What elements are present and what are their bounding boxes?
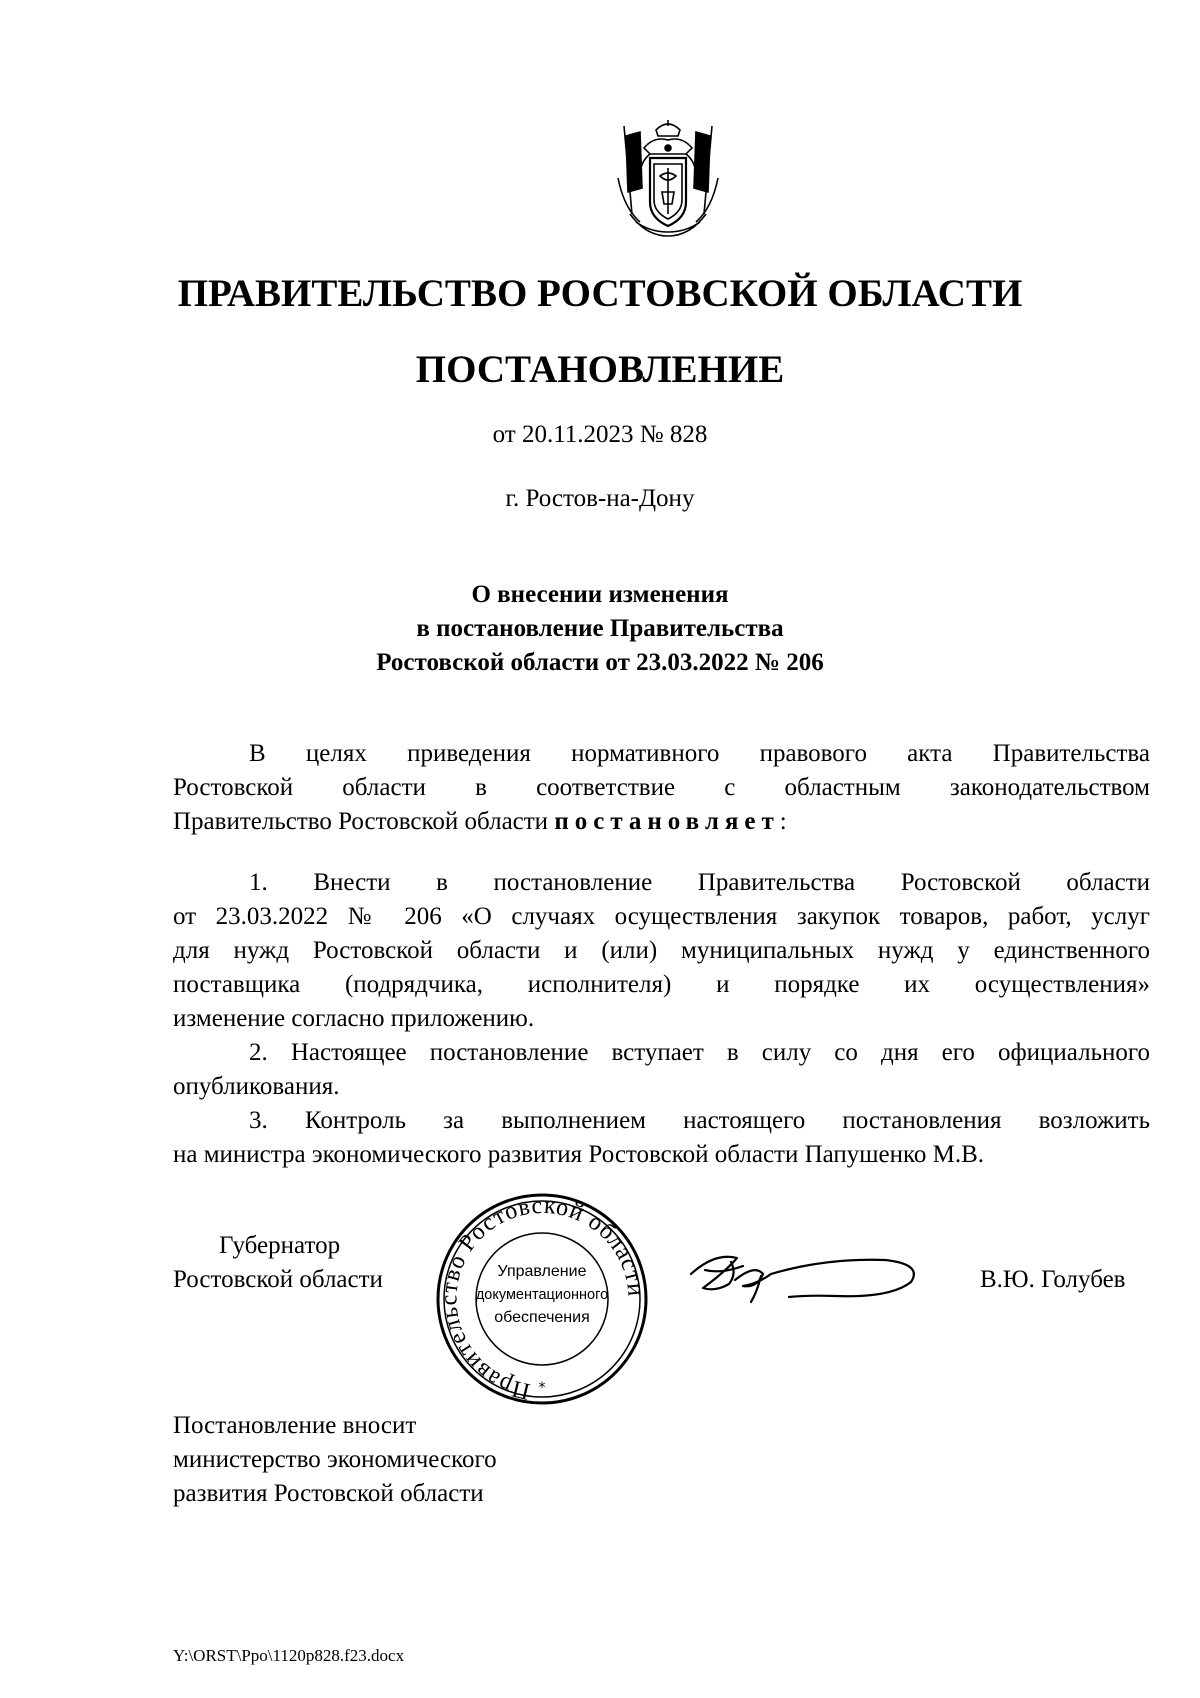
document-number-date: от 20.11.2023 № 828 — [492, 421, 708, 448]
signer-position — [173, 1229, 383, 1297]
seal-center-line: документационного — [475, 1287, 609, 1303]
signer-name: В.Ю. Голубев — [980, 1266, 1126, 1293]
subject-line: в постановление Правительства — [416, 615, 784, 642]
handwritten-signature — [685, 1244, 925, 1316]
signer-position-line: Губернатор — [219, 1232, 341, 1259]
point-2-line: опубликования. — [173, 1073, 340, 1100]
submitter-block — [173, 1409, 497, 1511]
government-title: ПРАВИТЕЛЬСТВО РОСТОВСКОЙ ОБЛАСТИ — [177, 272, 1023, 315]
preamble-text: Правительство Ростовской области — [173, 808, 555, 835]
point-1-line: от 23.03.2022 № 206 «О случаях осуществления закупок товаров, работ, услуг — [173, 903, 1150, 930]
resolves-emphasis: постановляет — [554, 808, 780, 835]
preamble-line: В целях приведения нормативного правового акта Правительства — [249, 740, 1150, 767]
point-1-line: 1. Внести в постановление Правительства Ростовской области — [249, 869, 1150, 896]
point-1-line: поставщика (подрядчика, исполнителя) и порядке их осуществления» — [173, 971, 1150, 998]
subject-line: Ростовской области от 23.03.2022 № 206 — [376, 649, 824, 676]
document-city: г. Ростов-на-Дону — [505, 485, 695, 512]
seal-ring-text: Правительство Ростовской области — [436, 1192, 649, 1405]
file-path-footer: Y:\ORST\Ppo\1120p828.f23.docx — [173, 1646, 405, 1665]
svg-text:*: * — [538, 1380, 546, 1396]
point-3-line: на министра экономического развития Ростовской области Папушенко М.В. — [173, 1141, 985, 1168]
preamble-colon: : — [779, 808, 787, 835]
preamble-line — [173, 805, 1150, 839]
document-subject — [0, 578, 1200, 680]
subject-line: О внесении изменения — [471, 581, 729, 608]
resolution-points — [173, 866, 1150, 1172]
submitter-line: Постановление вносит — [173, 1412, 417, 1439]
signer-position-line: Ростовской области — [173, 1266, 383, 1293]
coat-of-arms-icon — [610, 118, 726, 242]
seal-center-line: обеспечения — [494, 1309, 590, 1326]
document-type-title: ПОСТАНОВЛЕНИЕ — [415, 348, 785, 391]
point-1-line: для нужд Ростовской области и (или) муниципальных нужд у единственного — [173, 937, 1150, 964]
submitter-line: развития Ростовской области — [173, 1480, 484, 1507]
point-1-line: изменение согласно приложению. — [173, 1005, 535, 1032]
submitter-line: министерство экономического — [173, 1446, 497, 1473]
preamble-line: Ростовской области в соответствие с областным законодательством — [173, 774, 1150, 801]
point-2-line: 2. Настоящее постановление вступает в силу со дня его официального — [249, 1039, 1150, 1066]
point-3-line: 3. Контроль за выполнением настоящего постановления возложить — [249, 1107, 1150, 1134]
seal-center-line: Управление — [497, 1263, 587, 1280]
official-seal — [432, 1187, 652, 1409]
preamble-paragraph — [173, 737, 1150, 839]
